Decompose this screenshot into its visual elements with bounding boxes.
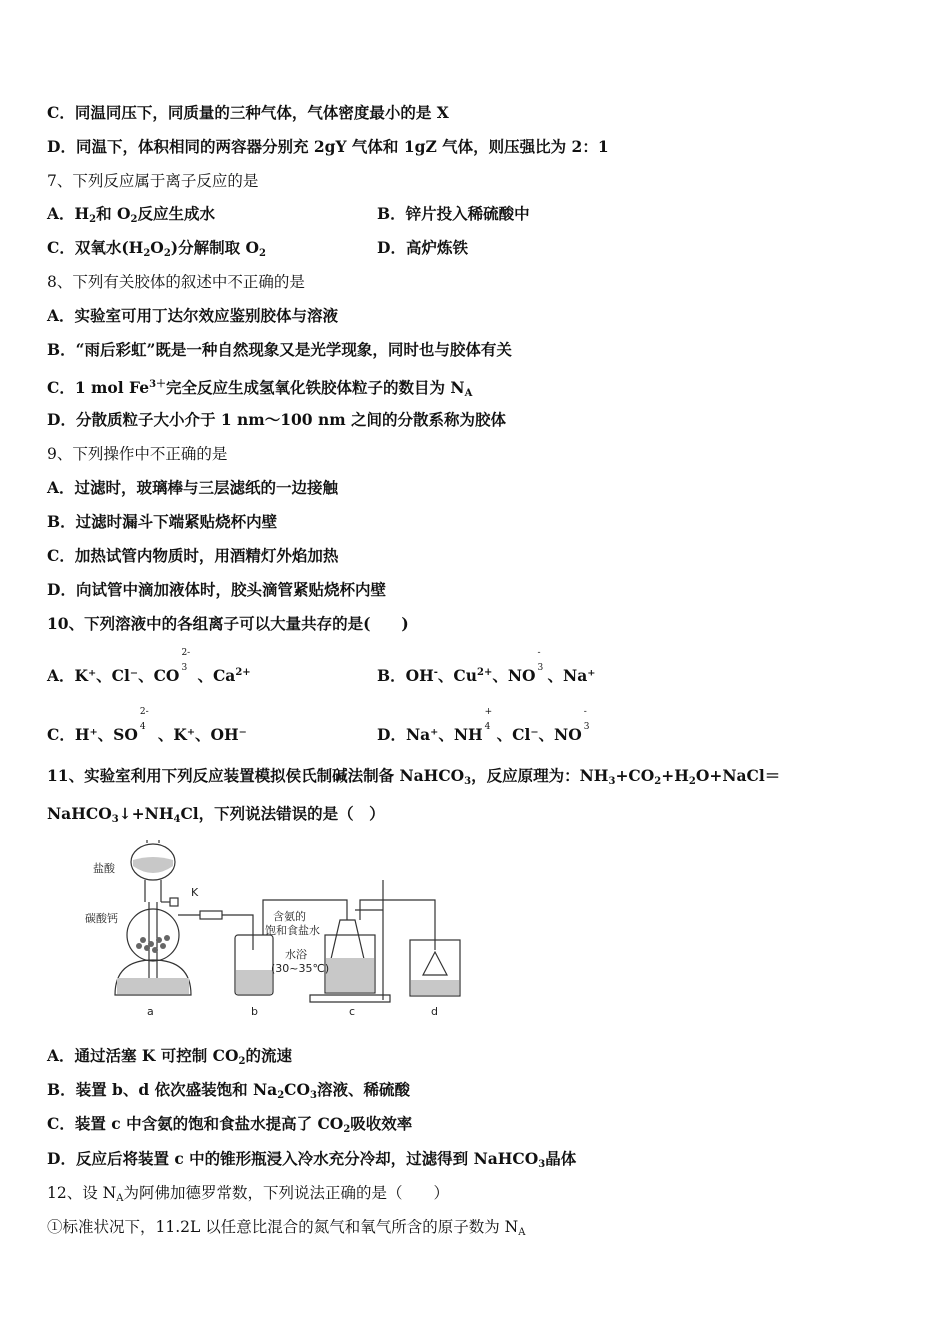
label-caco3: 碳酸钙: [85, 912, 118, 925]
q9-option-c: C．加热试管内物质时，用酒精灯外焰加热: [47, 546, 339, 565]
label-b: b: [251, 1005, 258, 1018]
q7-option-b: B．锌片投入稀硫酸中: [377, 204, 530, 223]
q11-stem-line2: $NaHCO_3↓+NH_4Cl$，下列说法错误的是（ ）: [47, 804, 385, 825]
label-brine-1: 含氨的: [273, 910, 306, 923]
q6-option-d: D．同温下，体积相同的两容器分别充 2gY 气体和 1gZ 气体，则压强比为 2：1: [47, 137, 609, 156]
q9-option-d: D．向试管中滴加液体时，胶头滴管紧贴烧杯内壁: [47, 580, 386, 599]
label-d: d: [431, 1005, 438, 1018]
q8-option-a: A．实验室可用丁达尔效应鉴别胶体与溶液: [47, 306, 339, 325]
q11-option-d: D．反应后将装置 c 中的锥形瓶浸入冷水充分冷却，过滤得到 NaHCO$_3$晶体: [47, 1149, 577, 1170]
q8-option-c: C．1 mol $Fe^{3+}$完全反应生成氢氧化铁胶体粒子的数目为 $N_A$: [47, 378, 473, 399]
q10-option-c: C．H⁺、SO 2- 4 、K⁺、OH⁻: [47, 707, 247, 744]
q12-stem: 12、设 $N_A$为阿佛加德罗常数，下列说法正确的是（ ）: [47, 1184, 449, 1204]
q11-option-c: C．装置 c 中含氨的饱和食盐水提高了 $CO_2$吸收效率: [47, 1114, 413, 1135]
q9-stem: 9、下列操作中不正确的是: [47, 445, 228, 463]
q10-option-a: A．K⁺、Cl⁻、CO 2- 3 、$Ca^{2+}$: [47, 648, 251, 685]
reaction-flask: [127, 909, 179, 961]
q10-stem: 10、下列溶液中的各组离子可以大量共存的是( ): [47, 614, 409, 633]
stopcock-k: [170, 898, 178, 906]
q7-option-d: D．高炉炼铁: [377, 238, 468, 257]
q11-option-b: B．装置 b、d 依次盛装饱和 $Na_2CO_3$溶液、稀硫酸: [47, 1080, 410, 1101]
heating-plate: [310, 995, 390, 1002]
q6-option-c: C．同温同压下，同质量的三种气体，气体密度最小的是 X: [47, 103, 449, 122]
q10-option-b: B．OH-、$Cu^{2+}$、NO - 3 、Na⁺: [377, 648, 596, 685]
q7-stem: 7、下列反应属于离子反应的是: [47, 172, 259, 190]
q12-item-1: ①标准状况下，11.2L 以任意比混合的氮气和氧气所含的原子数为 $N_A$: [47, 1218, 526, 1238]
q8-stem: 8、下列有关胶体的叙述中不正确的是: [47, 273, 305, 291]
q7-option-a: A．$H_2$和 $O_2$反应生成水: [47, 204, 216, 225]
q10-option-d: D．Na⁺、NH + 4 、Cl⁻、NO - 3: [377, 707, 590, 744]
apparatus-figure: [85, 840, 470, 1020]
label-bath-1: 水浴: [285, 948, 307, 961]
q7-option-c: C．双氧水$(H_2O_2)$分解制取 $O_2$: [47, 238, 266, 259]
label-a: a: [147, 1005, 154, 1018]
q9-option-a: A．过滤时，玻璃棒与三层滤纸的一边接触: [47, 478, 339, 497]
q9-option-b: B．过滤时漏斗下端紧贴烧杯内壁: [47, 512, 278, 531]
q8-option-d: D．分散质粒子大小介于 1 nm～100 nm 之间的分散系称为胶体: [47, 410, 507, 429]
label-brine-2: 饱和食盐水: [265, 924, 320, 937]
q11-stem-line1: 11、实验室利用下列反应装置模拟侯氏制碱法制备 NaHCO$_3$，反应原理为：$NH_3+CO_2+H_2O+NaCl=$: [47, 766, 781, 787]
inverted-funnel: [423, 952, 447, 975]
label-c: c: [349, 1005, 356, 1018]
q8-option-b: B．“雨后彩虹”既是一种自然现象又是光学现象，同时也与胶体有关: [47, 340, 512, 359]
label-hcl: 盐酸: [93, 862, 115, 875]
label-k: K: [191, 886, 199, 899]
label-bath-2: (30~35℃): [271, 962, 330, 975]
q11-option-a: A．通过活塞 K 可控制 $CO_2$的流速: [47, 1046, 293, 1067]
